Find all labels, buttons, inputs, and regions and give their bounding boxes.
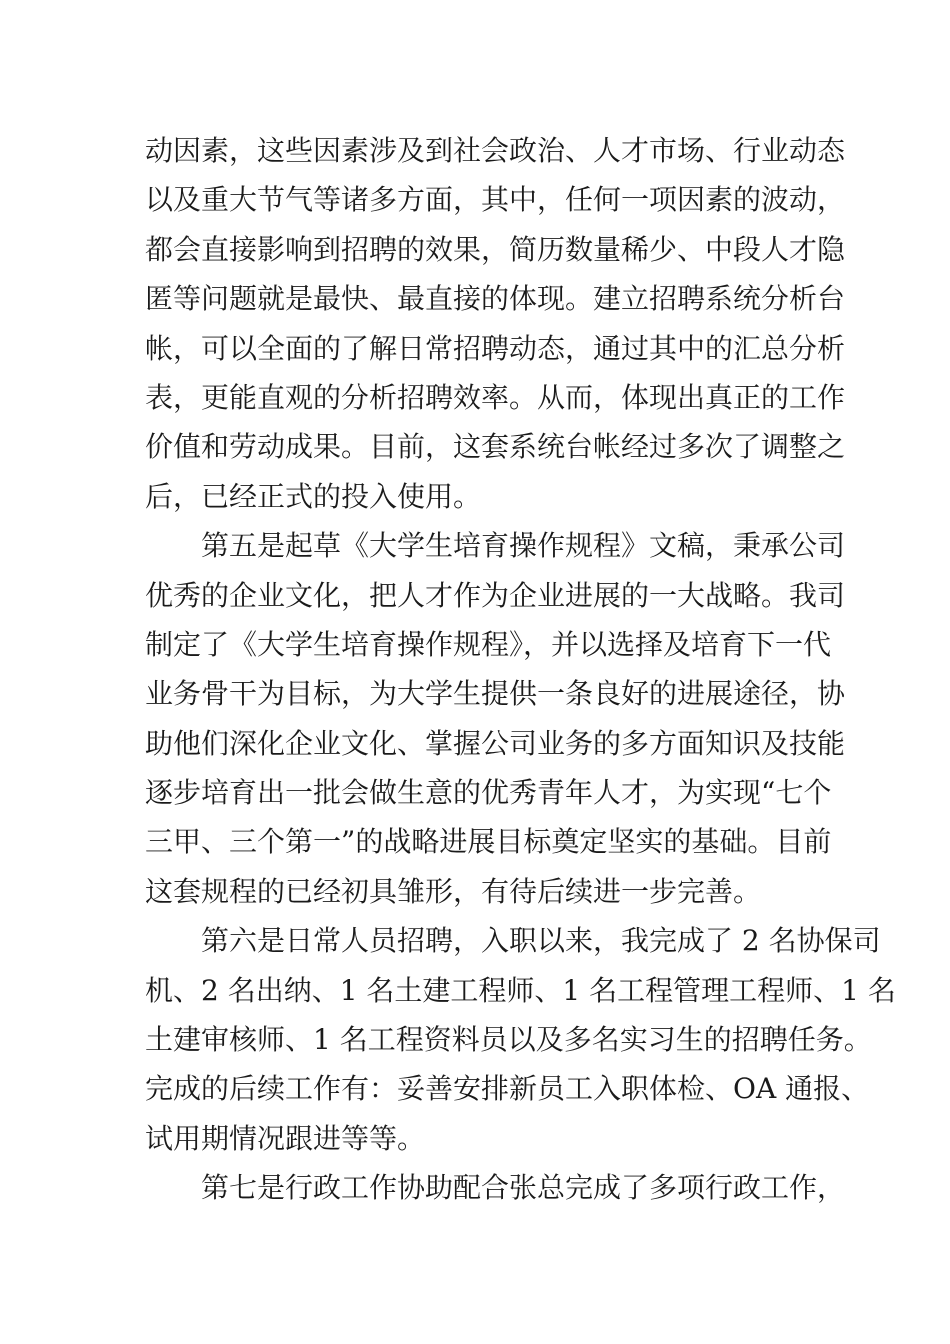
text-line: 动因素，这些因素涉及到社会政治、人才市场、行业动态 bbox=[145, 134, 846, 167]
text-line: 制定了《大学生培育操作规程》，并以选择及培育下一代 bbox=[145, 627, 832, 661]
text-line: 匿等问题就是最快、最直接的体现。建立招聘系统分析台 bbox=[145, 282, 846, 316]
body-text bbox=[145, 126, 896, 1213]
text-line: 都会直接影响到招聘的效果，简历数量稀少、中段人才隐 bbox=[145, 232, 846, 266]
text-line: 价值和劳动成果。目前，这套系统台帐经过多次了调整之 bbox=[145, 430, 846, 464]
text-line: 助他们深化企业文化、掌握公司业务的多方面知识及技能 bbox=[145, 726, 846, 760]
text-line: 以及重大节气等诸多方面，其中，任何一项因素的波动， bbox=[145, 183, 846, 217]
text-line: 帐，可以全面的了解日常招聘动态，通过其中的汇总分析 bbox=[145, 331, 846, 365]
text-line: 机、2 名出纳、1 名土建工程师、1 名工程管理工程师、1 名 bbox=[145, 973, 896, 1007]
text-line: 第六是日常人员招聘，入职以来，我完成了 2 名协保司 bbox=[145, 924, 881, 958]
text-line: 完成的后续工作有：妥善安排新员工入职体检、OA 通报、 bbox=[145, 1072, 870, 1106]
text-line: 优秀的企业文化，把人才作为企业进展的一大战略。我司 bbox=[145, 578, 846, 612]
text-line: 第七是行政工作协助配合张总完成了多项行政工作， bbox=[145, 1171, 846, 1205]
text-line: 第五是起草《大学生培育操作规程》文稿，秉承公司 bbox=[145, 529, 846, 563]
text-line: 试用期情况跟进等等。 bbox=[145, 1121, 426, 1155]
text-line: 这套规程的已经初具雏形，有待后续进一步完善。 bbox=[145, 874, 762, 908]
text-line: 逐步培育出一批会做生意的优秀青年人才，为实现“七个 bbox=[145, 776, 832, 810]
text-line: 土建审核师、1 名工程资料员以及多名实习生的招聘任务。 bbox=[145, 1023, 872, 1057]
text-line: 三甲、三个第一”的战略进展目标奠定坚实的基础。目前 bbox=[145, 825, 832, 859]
text-line: 表，更能直观的分析招聘效率。从而，体现出真正的工作 bbox=[145, 380, 846, 414]
text-line: 业务骨干为目标，为大学生提供一条良好的进展途径，协 bbox=[145, 677, 846, 711]
text-line: 后，已经正式的投入使用。 bbox=[145, 479, 482, 513]
